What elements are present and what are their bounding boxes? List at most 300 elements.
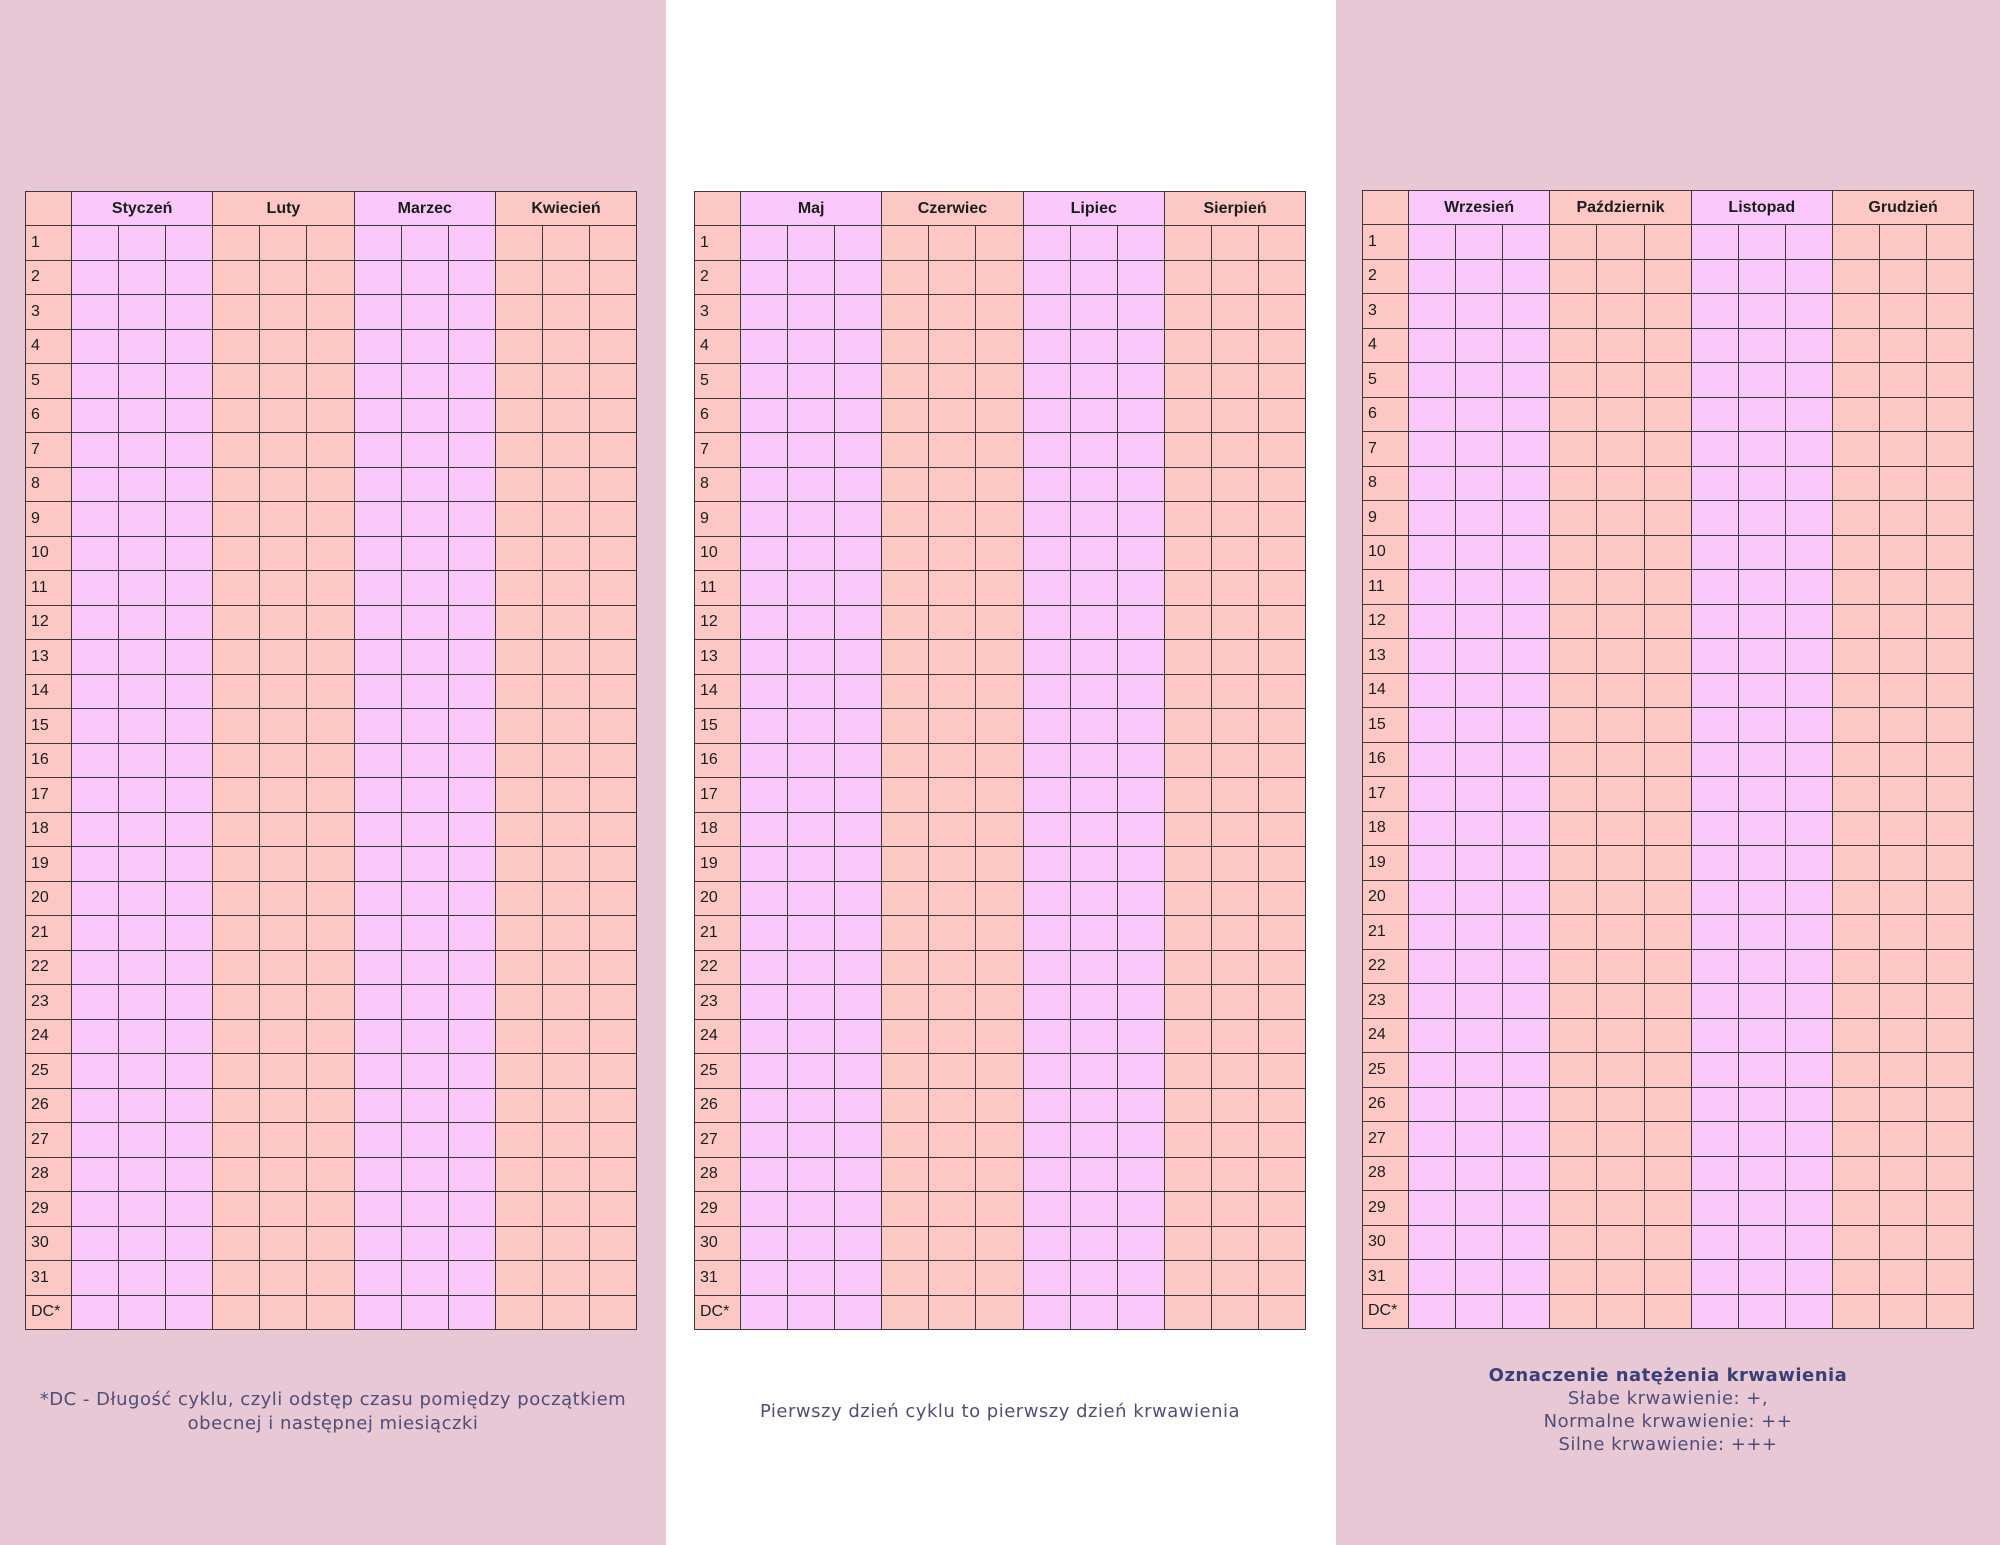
entry-cell[interactable] xyxy=(835,640,882,675)
entry-cell[interactable] xyxy=(1785,811,1832,846)
entry-cell[interactable] xyxy=(882,1157,929,1192)
entry-cell[interactable] xyxy=(1070,674,1117,709)
entry-cell[interactable] xyxy=(72,1088,119,1123)
entry-cell[interactable] xyxy=(835,433,882,468)
entry-cell[interactable] xyxy=(448,1192,495,1227)
entry-cell[interactable] xyxy=(835,1157,882,1192)
entry-cell[interactable] xyxy=(1456,1294,1503,1329)
entry-cell[interactable] xyxy=(1117,985,1164,1020)
entry-cell[interactable] xyxy=(354,467,401,502)
entry-cell[interactable] xyxy=(1117,916,1164,951)
entry-cell[interactable] xyxy=(448,295,495,330)
entry-cell[interactable] xyxy=(1070,295,1117,330)
entry-cell[interactable] xyxy=(929,536,976,571)
entry-cell[interactable] xyxy=(495,847,542,882)
entry-cell[interactable] xyxy=(741,1226,788,1261)
entry-cell[interactable] xyxy=(260,571,307,606)
entry-cell[interactable] xyxy=(401,398,448,433)
entry-cell[interactable] xyxy=(1164,433,1211,468)
entry-cell[interactable] xyxy=(119,260,166,295)
entry-cell[interactable] xyxy=(1832,328,1879,363)
entry-cell[interactable] xyxy=(590,640,637,675)
entry-cell[interactable] xyxy=(788,812,835,847)
entry-cell[interactable] xyxy=(401,1054,448,1089)
entry-cell[interactable] xyxy=(1023,1261,1070,1296)
entry-cell[interactable] xyxy=(882,502,929,537)
entry-cell[interactable] xyxy=(882,1088,929,1123)
entry-cell[interactable] xyxy=(1785,777,1832,812)
entry-cell[interactable] xyxy=(1785,363,1832,398)
entry-cell[interactable] xyxy=(307,1226,354,1261)
entry-cell[interactable] xyxy=(835,226,882,261)
entry-cell[interactable] xyxy=(1503,742,1550,777)
entry-cell[interactable] xyxy=(448,709,495,744)
entry-cell[interactable] xyxy=(1550,328,1597,363)
entry-cell[interactable] xyxy=(976,1295,1023,1330)
entry-cell[interactable] xyxy=(1212,364,1259,399)
entry-cell[interactable] xyxy=(1456,777,1503,812)
entry-cell[interactable] xyxy=(788,916,835,951)
entry-cell[interactable] xyxy=(835,260,882,295)
entry-cell[interactable] xyxy=(788,1088,835,1123)
entry-cell[interactable] xyxy=(835,502,882,537)
entry-cell[interactable] xyxy=(354,571,401,606)
entry-cell[interactable] xyxy=(166,1192,213,1227)
entry-cell[interactable] xyxy=(741,743,788,778)
entry-cell[interactable] xyxy=(72,674,119,709)
entry-cell[interactable] xyxy=(1785,1260,1832,1295)
entry-cell[interactable] xyxy=(1691,811,1738,846)
entry-cell[interactable] xyxy=(495,260,542,295)
entry-cell[interactable] xyxy=(1212,226,1259,261)
entry-cell[interactable] xyxy=(1023,709,1070,744)
entry-cell[interactable] xyxy=(307,571,354,606)
entry-cell[interactable] xyxy=(260,295,307,330)
entry-cell[interactable] xyxy=(929,743,976,778)
entry-cell[interactable] xyxy=(1259,640,1306,675)
entry-cell[interactable] xyxy=(495,571,542,606)
entry-cell[interactable] xyxy=(788,709,835,744)
entry-cell[interactable] xyxy=(542,916,589,951)
entry-cell[interactable] xyxy=(1927,915,1974,950)
entry-cell[interactable] xyxy=(1259,812,1306,847)
entry-cell[interactable] xyxy=(929,605,976,640)
entry-cell[interactable] xyxy=(929,467,976,502)
entry-cell[interactable] xyxy=(1117,1157,1164,1192)
entry-cell[interactable] xyxy=(1117,1088,1164,1123)
entry-cell[interactable] xyxy=(448,502,495,537)
entry-cell[interactable] xyxy=(882,536,929,571)
entry-cell[interactable] xyxy=(1785,466,1832,501)
entry-cell[interactable] xyxy=(542,881,589,916)
entry-cell[interactable] xyxy=(1597,1191,1644,1226)
entry-cell[interactable] xyxy=(1597,1156,1644,1191)
entry-cell[interactable] xyxy=(495,1088,542,1123)
entry-cell[interactable] xyxy=(495,1295,542,1330)
entry-cell[interactable] xyxy=(976,1019,1023,1054)
entry-cell[interactable] xyxy=(1927,708,1974,743)
entry-cell[interactable] xyxy=(1409,1156,1456,1191)
entry-cell[interactable] xyxy=(1212,329,1259,364)
entry-cell[interactable] xyxy=(1070,950,1117,985)
entry-cell[interactable] xyxy=(260,1123,307,1158)
entry-cell[interactable] xyxy=(307,295,354,330)
entry-cell[interactable] xyxy=(835,1123,882,1158)
entry-cell[interactable] xyxy=(1832,915,1879,950)
entry-cell[interactable] xyxy=(1023,778,1070,813)
entry-cell[interactable] xyxy=(741,364,788,399)
entry-cell[interactable] xyxy=(788,1123,835,1158)
entry-cell[interactable] xyxy=(1597,1087,1644,1122)
entry-cell[interactable] xyxy=(1691,604,1738,639)
entry-cell[interactable] xyxy=(1503,949,1550,984)
entry-cell[interactable] xyxy=(166,1261,213,1296)
entry-cell[interactable] xyxy=(1503,570,1550,605)
entry-cell[interactable] xyxy=(260,1019,307,1054)
entry-cell[interactable] xyxy=(260,1054,307,1089)
entry-cell[interactable] xyxy=(741,398,788,433)
entry-cell[interactable] xyxy=(1738,1156,1785,1191)
entry-cell[interactable] xyxy=(1832,363,1879,398)
entry-cell[interactable] xyxy=(1212,743,1259,778)
entry-cell[interactable] xyxy=(213,847,260,882)
entry-cell[interactable] xyxy=(741,260,788,295)
entry-cell[interactable] xyxy=(741,1019,788,1054)
entry-cell[interactable] xyxy=(1070,260,1117,295)
entry-cell[interactable] xyxy=(1212,502,1259,537)
entry-cell[interactable] xyxy=(1023,950,1070,985)
entry-cell[interactable] xyxy=(1212,1054,1259,1089)
entry-cell[interactable] xyxy=(1456,432,1503,467)
entry-cell[interactable] xyxy=(835,1226,882,1261)
entry-cell[interactable] xyxy=(1259,467,1306,502)
entry-cell[interactable] xyxy=(119,571,166,606)
entry-cell[interactable] xyxy=(741,640,788,675)
entry-cell[interactable] xyxy=(1691,259,1738,294)
entry-cell[interactable] xyxy=(1597,604,1644,639)
entry-cell[interactable] xyxy=(542,1295,589,1330)
entry-cell[interactable] xyxy=(1550,1191,1597,1226)
entry-cell[interactable] xyxy=(1070,1019,1117,1054)
entry-cell[interactable] xyxy=(882,916,929,951)
entry-cell[interactable] xyxy=(835,398,882,433)
entry-cell[interactable] xyxy=(929,502,976,537)
entry-cell[interactable] xyxy=(1644,949,1691,984)
entry-cell[interactable] xyxy=(741,536,788,571)
entry-cell[interactable] xyxy=(354,605,401,640)
entry-cell[interactable] xyxy=(1738,1191,1785,1226)
entry-cell[interactable] xyxy=(1456,363,1503,398)
entry-cell[interactable] xyxy=(1212,1123,1259,1158)
entry-cell[interactable] xyxy=(835,1295,882,1330)
entry-cell[interactable] xyxy=(1644,915,1691,950)
entry-cell[interactable] xyxy=(1409,915,1456,950)
entry-cell[interactable] xyxy=(835,709,882,744)
entry-cell[interactable] xyxy=(976,640,1023,675)
entry-cell[interactable] xyxy=(72,433,119,468)
entry-cell[interactable] xyxy=(307,433,354,468)
entry-cell[interactable] xyxy=(448,1054,495,1089)
entry-cell[interactable] xyxy=(590,1054,637,1089)
entry-cell[interactable] xyxy=(1832,570,1879,605)
entry-cell[interactable] xyxy=(741,467,788,502)
entry-cell[interactable] xyxy=(788,674,835,709)
entry-cell[interactable] xyxy=(1880,1294,1927,1329)
entry-cell[interactable] xyxy=(1738,432,1785,467)
entry-cell[interactable] xyxy=(354,778,401,813)
entry-cell[interactable] xyxy=(1832,1122,1879,1157)
entry-cell[interactable] xyxy=(1880,1087,1927,1122)
entry-cell[interactable] xyxy=(166,881,213,916)
entry-cell[interactable] xyxy=(1597,708,1644,743)
entry-cell[interactable] xyxy=(119,1123,166,1158)
entry-cell[interactable] xyxy=(260,881,307,916)
entry-cell[interactable] xyxy=(882,812,929,847)
entry-cell[interactable] xyxy=(1550,501,1597,536)
entry-cell[interactable] xyxy=(354,916,401,951)
entry-cell[interactable] xyxy=(1212,467,1259,502)
entry-cell[interactable] xyxy=(119,1019,166,1054)
entry-cell[interactable] xyxy=(354,812,401,847)
entry-cell[interactable] xyxy=(788,260,835,295)
entry-cell[interactable] xyxy=(401,812,448,847)
entry-cell[interactable] xyxy=(1164,329,1211,364)
entry-cell[interactable] xyxy=(1644,1122,1691,1157)
entry-cell[interactable] xyxy=(1212,812,1259,847)
entry-cell[interactable] xyxy=(1738,708,1785,743)
entry-cell[interactable] xyxy=(590,674,637,709)
entry-cell[interactable] xyxy=(495,674,542,709)
entry-cell[interactable] xyxy=(1212,605,1259,640)
entry-cell[interactable] xyxy=(1117,1192,1164,1227)
entry-cell[interactable] xyxy=(1023,1226,1070,1261)
entry-cell[interactable] xyxy=(1550,570,1597,605)
entry-cell[interactable] xyxy=(542,1157,589,1192)
entry-cell[interactable] xyxy=(1409,225,1456,260)
entry-cell[interactable] xyxy=(119,1157,166,1192)
entry-cell[interactable] xyxy=(213,329,260,364)
entry-cell[interactable] xyxy=(1259,743,1306,778)
entry-cell[interactable] xyxy=(929,985,976,1020)
entry-cell[interactable] xyxy=(788,985,835,1020)
entry-cell[interactable] xyxy=(929,950,976,985)
entry-cell[interactable] xyxy=(166,329,213,364)
entry-cell[interactable] xyxy=(1738,501,1785,536)
entry-cell[interactable] xyxy=(1832,466,1879,501)
entry-cell[interactable] xyxy=(788,1261,835,1296)
entry-cell[interactable] xyxy=(1259,433,1306,468)
entry-cell[interactable] xyxy=(1644,1018,1691,1053)
entry-cell[interactable] xyxy=(260,1192,307,1227)
entry-cell[interactable] xyxy=(401,260,448,295)
entry-cell[interactable] xyxy=(1503,846,1550,881)
entry-cell[interactable] xyxy=(882,950,929,985)
entry-cell[interactable] xyxy=(1070,226,1117,261)
entry-cell[interactable] xyxy=(788,640,835,675)
entry-cell[interactable] xyxy=(260,467,307,502)
entry-cell[interactable] xyxy=(1117,605,1164,640)
entry-cell[interactable] xyxy=(1456,1260,1503,1295)
entry-cell[interactable] xyxy=(1927,1122,1974,1157)
entry-cell[interactable] xyxy=(929,260,976,295)
entry-cell[interactable] xyxy=(1927,535,1974,570)
entry-cell[interactable] xyxy=(835,812,882,847)
entry-cell[interactable] xyxy=(741,571,788,606)
entry-cell[interactable] xyxy=(1409,984,1456,1019)
entry-cell[interactable] xyxy=(929,1157,976,1192)
entry-cell[interactable] xyxy=(1259,847,1306,882)
entry-cell[interactable] xyxy=(1927,604,1974,639)
entry-cell[interactable] xyxy=(354,260,401,295)
entry-cell[interactable] xyxy=(1738,915,1785,950)
entry-cell[interactable] xyxy=(119,502,166,537)
entry-cell[interactable] xyxy=(835,1088,882,1123)
entry-cell[interactable] xyxy=(307,329,354,364)
entry-cell[interactable] xyxy=(1409,639,1456,674)
entry-cell[interactable] xyxy=(1117,812,1164,847)
entry-cell[interactable] xyxy=(1785,397,1832,432)
entry-cell[interactable] xyxy=(1070,536,1117,571)
entry-cell[interactable] xyxy=(1597,777,1644,812)
entry-cell[interactable] xyxy=(1738,1294,1785,1329)
entry-cell[interactable] xyxy=(401,881,448,916)
entry-cell[interactable] xyxy=(590,1088,637,1123)
entry-cell[interactable] xyxy=(1070,1192,1117,1227)
entry-cell[interactable] xyxy=(1927,1053,1974,1088)
entry-cell[interactable] xyxy=(929,847,976,882)
entry-cell[interactable] xyxy=(1259,364,1306,399)
entry-cell[interactable] xyxy=(1785,1122,1832,1157)
entry-cell[interactable] xyxy=(976,847,1023,882)
entry-cell[interactable] xyxy=(1212,1295,1259,1330)
entry-cell[interactable] xyxy=(448,1295,495,1330)
entry-cell[interactable] xyxy=(307,674,354,709)
entry-cell[interactable] xyxy=(788,536,835,571)
entry-cell[interactable] xyxy=(213,743,260,778)
entry-cell[interactable] xyxy=(1503,1191,1550,1226)
entry-cell[interactable] xyxy=(741,295,788,330)
entry-cell[interactable] xyxy=(1832,1053,1879,1088)
entry-cell[interactable] xyxy=(741,502,788,537)
entry-cell[interactable] xyxy=(976,916,1023,951)
entry-cell[interactable] xyxy=(213,1157,260,1192)
entry-cell[interactable] xyxy=(1456,811,1503,846)
entry-cell[interactable] xyxy=(260,778,307,813)
entry-cell[interactable] xyxy=(741,1157,788,1192)
entry-cell[interactable] xyxy=(260,1295,307,1330)
entry-cell[interactable] xyxy=(1409,1087,1456,1122)
entry-cell[interactable] xyxy=(1409,363,1456,398)
entry-cell[interactable] xyxy=(1880,984,1927,1019)
entry-cell[interactable] xyxy=(882,640,929,675)
entry-cell[interactable] xyxy=(1691,501,1738,536)
entry-cell[interactable] xyxy=(1023,640,1070,675)
entry-cell[interactable] xyxy=(166,605,213,640)
entry-cell[interactable] xyxy=(1164,536,1211,571)
entry-cell[interactable] xyxy=(1832,949,1879,984)
entry-cell[interactable] xyxy=(1785,535,1832,570)
entry-cell[interactable] xyxy=(1597,466,1644,501)
entry-cell[interactable] xyxy=(1644,570,1691,605)
entry-cell[interactable] xyxy=(929,1088,976,1123)
entry-cell[interactable] xyxy=(788,502,835,537)
entry-cell[interactable] xyxy=(1503,294,1550,329)
entry-cell[interactable] xyxy=(1023,295,1070,330)
entry-cell[interactable] xyxy=(166,709,213,744)
entry-cell[interactable] xyxy=(1023,502,1070,537)
entry-cell[interactable] xyxy=(1785,949,1832,984)
entry-cell[interactable] xyxy=(448,812,495,847)
entry-cell[interactable] xyxy=(929,1295,976,1330)
entry-cell[interactable] xyxy=(401,571,448,606)
entry-cell[interactable] xyxy=(401,1226,448,1261)
entry-cell[interactable] xyxy=(590,1226,637,1261)
entry-cell[interactable] xyxy=(1738,846,1785,881)
entry-cell[interactable] xyxy=(1503,984,1550,1019)
entry-cell[interactable] xyxy=(542,640,589,675)
entry-cell[interactable] xyxy=(1691,846,1738,881)
entry-cell[interactable] xyxy=(1832,811,1879,846)
entry-cell[interactable] xyxy=(1070,1054,1117,1089)
entry-cell[interactable] xyxy=(354,1192,401,1227)
entry-cell[interactable] xyxy=(1832,501,1879,536)
entry-cell[interactable] xyxy=(542,1226,589,1261)
entry-cell[interactable] xyxy=(1456,570,1503,605)
entry-cell[interactable] xyxy=(260,847,307,882)
entry-cell[interactable] xyxy=(1927,880,1974,915)
entry-cell[interactable] xyxy=(213,985,260,1020)
entry-cell[interactable] xyxy=(882,364,929,399)
entry-cell[interactable] xyxy=(307,778,354,813)
entry-cell[interactable] xyxy=(590,847,637,882)
entry-cell[interactable] xyxy=(1927,984,1974,1019)
entry-cell[interactable] xyxy=(1070,778,1117,813)
entry-cell[interactable] xyxy=(1832,294,1879,329)
entry-cell[interactable] xyxy=(260,329,307,364)
entry-cell[interactable] xyxy=(1927,328,1974,363)
entry-cell[interactable] xyxy=(590,916,637,951)
entry-cell[interactable] xyxy=(882,1054,929,1089)
entry-cell[interactable] xyxy=(213,364,260,399)
entry-cell[interactable] xyxy=(1785,708,1832,743)
entry-cell[interactable] xyxy=(1880,328,1927,363)
entry-cell[interactable] xyxy=(213,1019,260,1054)
entry-cell[interactable] xyxy=(119,743,166,778)
entry-cell[interactable] xyxy=(1644,466,1691,501)
entry-cell[interactable] xyxy=(1259,571,1306,606)
entry-cell[interactable] xyxy=(1597,432,1644,467)
entry-cell[interactable] xyxy=(1927,259,1974,294)
entry-cell[interactable] xyxy=(166,502,213,537)
entry-cell[interactable] xyxy=(835,1261,882,1296)
entry-cell[interactable] xyxy=(1023,571,1070,606)
entry-cell[interactable] xyxy=(1164,571,1211,606)
entry-cell[interactable] xyxy=(307,1192,354,1227)
entry-cell[interactable] xyxy=(1550,1122,1597,1157)
entry-cell[interactable] xyxy=(1927,570,1974,605)
entry-cell[interactable] xyxy=(1023,364,1070,399)
entry-cell[interactable] xyxy=(1738,1260,1785,1295)
entry-cell[interactable] xyxy=(1597,1225,1644,1260)
entry-cell[interactable] xyxy=(1164,1088,1211,1123)
entry-cell[interactable] xyxy=(929,571,976,606)
entry-cell[interactable] xyxy=(1023,398,1070,433)
entry-cell[interactable] xyxy=(1023,916,1070,951)
entry-cell[interactable] xyxy=(1550,846,1597,881)
entry-cell[interactable] xyxy=(1070,329,1117,364)
entry-cell[interactable] xyxy=(1212,536,1259,571)
entry-cell[interactable] xyxy=(495,1123,542,1158)
